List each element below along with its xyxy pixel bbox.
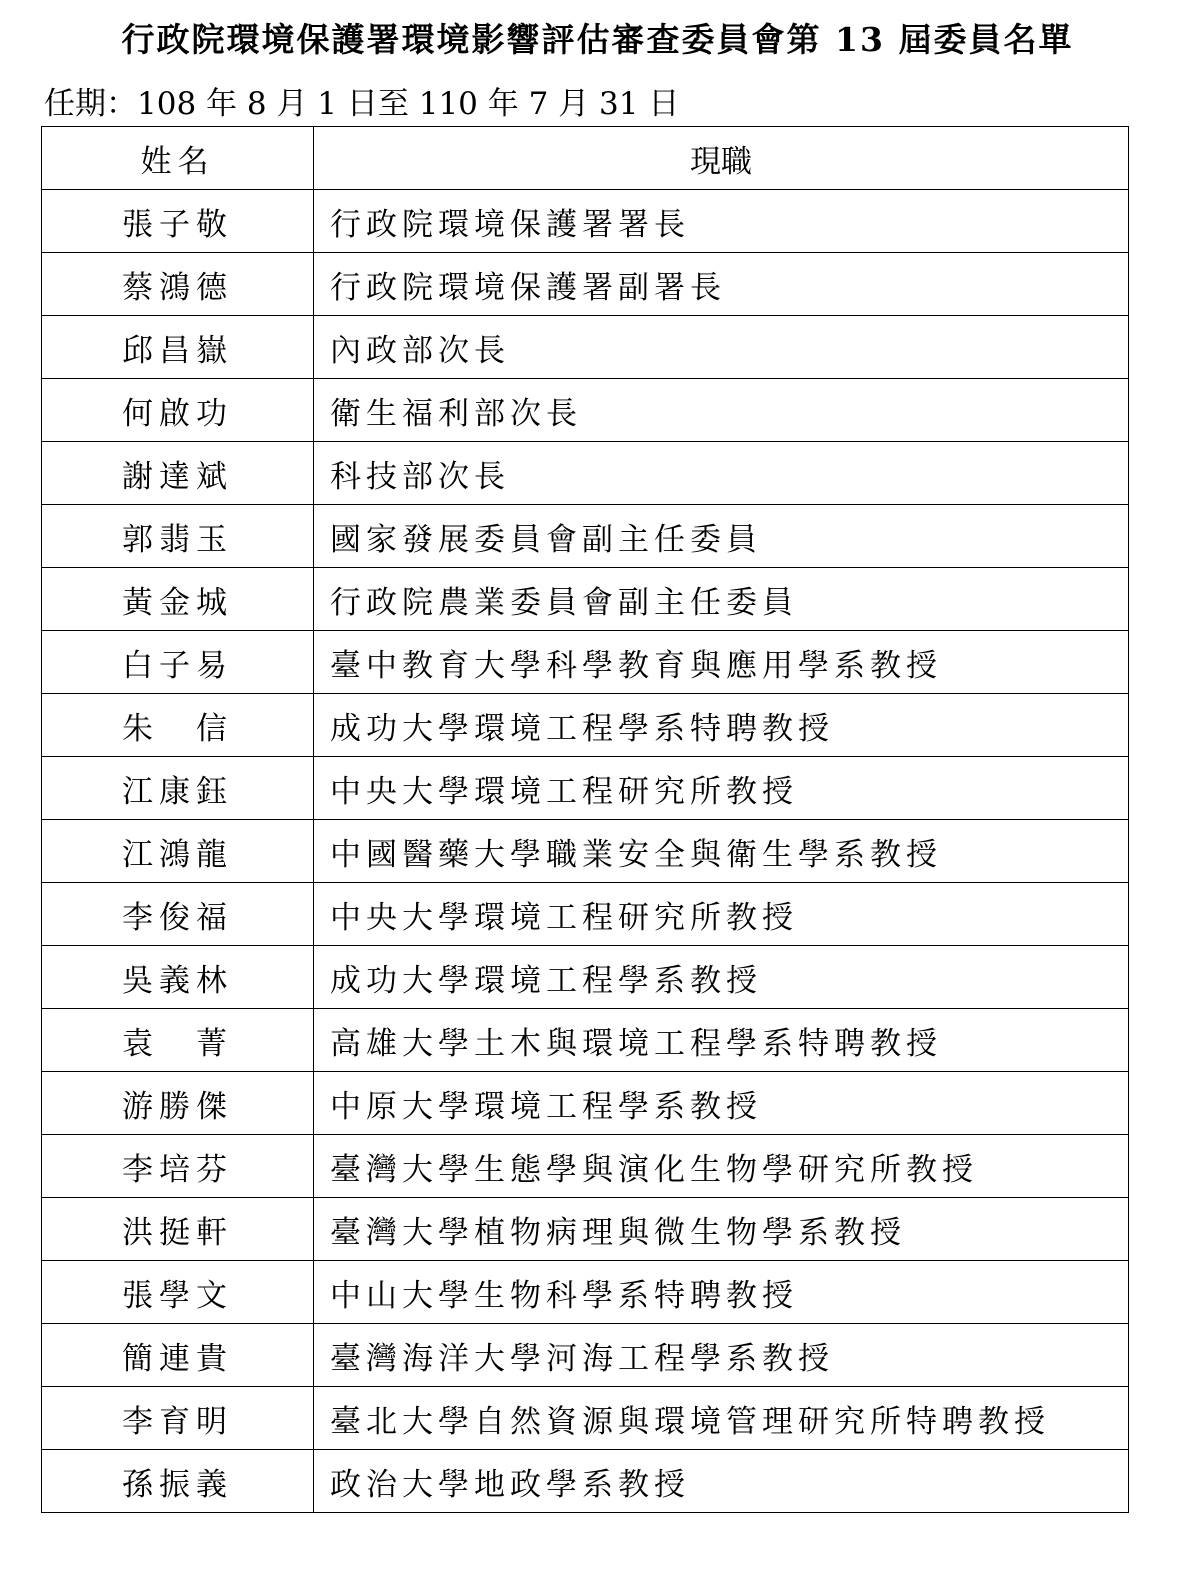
member-position: 臺北大學自然資源與環境管理研究所特聘教授	[314, 1387, 1129, 1450]
member-name: 白子易	[42, 631, 314, 694]
header-name: 姓名	[42, 127, 314, 190]
member-position: 高雄大學土木與環境工程學系特聘教授	[314, 1009, 1129, 1072]
table-row	[42, 1324, 1129, 1387]
member-position: 臺灣大學生態學與演化生物學研究所教授	[314, 1135, 1129, 1198]
member-name: 何啟功	[42, 379, 314, 442]
member-name: 洪挺軒	[42, 1198, 314, 1261]
member-name: 吳義林	[42, 946, 314, 1009]
member-position: 中原大學環境工程學系教授	[314, 1072, 1129, 1135]
table-row	[42, 568, 1129, 631]
member-position: 中央大學環境工程研究所教授	[314, 757, 1129, 820]
member-position: 行政院環境保護署署長	[314, 190, 1129, 253]
member-position: 中國醫藥大學職業安全與衛生學系教授	[314, 820, 1129, 883]
header-position: 現職	[314, 127, 1129, 190]
table-row	[42, 946, 1129, 1009]
table-row	[42, 316, 1129, 379]
member-position: 成功大學環境工程學系教授	[314, 946, 1129, 1009]
member-position: 行政院農業委員會副主任委員	[314, 568, 1129, 631]
table-row	[42, 442, 1129, 505]
member-position: 行政院環境保護署副署長	[314, 253, 1129, 316]
table-row	[42, 505, 1129, 568]
member-name: 朱 信	[42, 694, 314, 757]
table-header-row	[42, 127, 1129, 190]
member-position: 科技部次長	[314, 442, 1129, 505]
member-position: 臺中教育大學科學教育與應用學系教授	[314, 631, 1129, 694]
member-position: 內政部次長	[314, 316, 1129, 379]
member-name: 李育明	[42, 1387, 314, 1450]
member-name: 張子敬	[42, 190, 314, 253]
member-name: 黃金城	[42, 568, 314, 631]
member-name: 李俊福	[42, 883, 314, 946]
member-name: 江康鈺	[42, 757, 314, 820]
member-position: 中山大學生物科學系特聘教授	[314, 1261, 1129, 1324]
member-position: 中央大學環境工程研究所教授	[314, 883, 1129, 946]
member-name: 李培芬	[42, 1135, 314, 1198]
member-name: 郭翡玉	[42, 505, 314, 568]
term-period: 任期：108 年 8 月 1 日至 110 年 7 月 31 日	[44, 86, 680, 122]
member-position: 臺灣海洋大學河海工程學系教授	[314, 1324, 1129, 1387]
member-position: 成功大學環境工程學系特聘教授	[314, 694, 1129, 757]
member-position: 國家發展委員會副主任委員	[314, 505, 1129, 568]
members-table	[41, 126, 1129, 1513]
table-row	[42, 379, 1129, 442]
table-row	[42, 1387, 1129, 1450]
table-row	[42, 757, 1129, 820]
table-row	[42, 1198, 1129, 1261]
member-name: 謝達斌	[42, 442, 314, 505]
member-name: 袁 菁	[42, 1009, 314, 1072]
document-title: 行政院環境保護署環境影響評估審查委員會第 13 屆委員名單	[121, 20, 1074, 59]
member-name: 蔡鴻德	[42, 253, 314, 316]
table-row	[42, 1009, 1129, 1072]
member-name: 孫振義	[42, 1450, 314, 1513]
table-row	[42, 1261, 1129, 1324]
member-name: 張學文	[42, 1261, 314, 1324]
table-row	[42, 1072, 1129, 1135]
member-name: 江鴻龍	[42, 820, 314, 883]
table-row	[42, 631, 1129, 694]
member-name: 邱昌嶽	[42, 316, 314, 379]
table-row	[42, 1450, 1129, 1513]
table-row	[42, 883, 1129, 946]
table-row	[42, 820, 1129, 883]
table-row	[42, 1135, 1129, 1198]
table-row	[42, 694, 1129, 757]
table-row	[42, 253, 1129, 316]
member-position: 臺灣大學植物病理與微生物學系教授	[314, 1198, 1129, 1261]
table-row	[42, 190, 1129, 253]
member-name: 簡連貴	[42, 1324, 314, 1387]
member-position: 衛生福利部次長	[314, 379, 1129, 442]
member-position: 政治大學地政學系教授	[314, 1450, 1129, 1513]
member-name: 游勝傑	[42, 1072, 314, 1135]
